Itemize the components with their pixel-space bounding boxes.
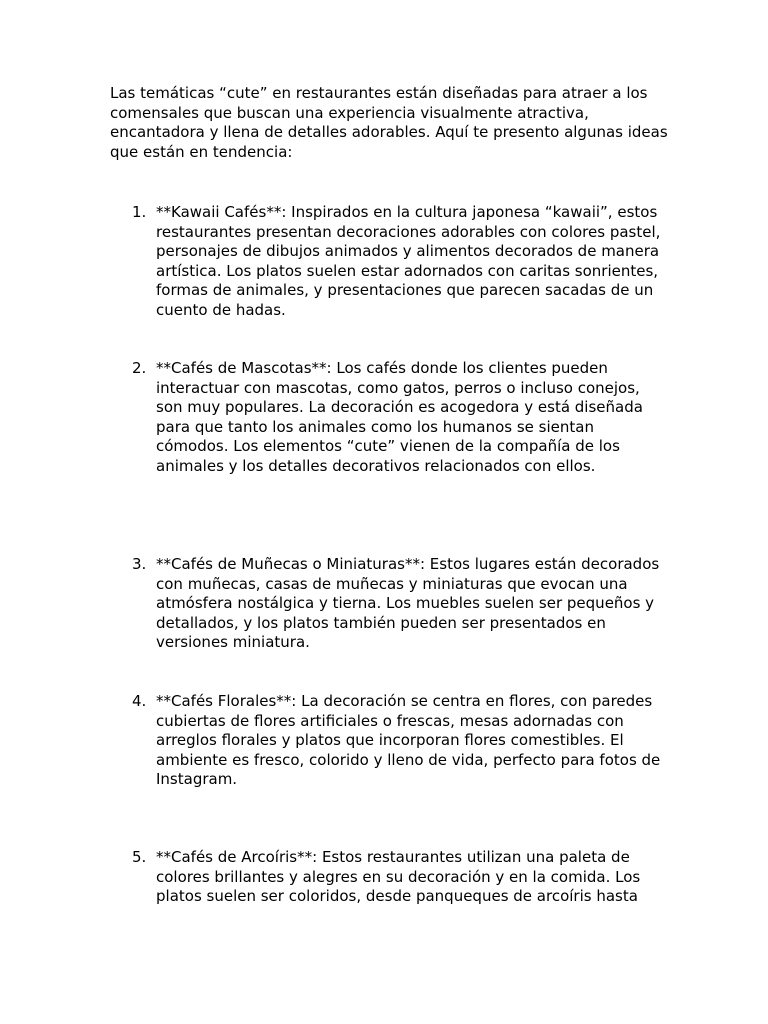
intro-paragraph: Las temáticas “cute” en restaurantes están diseñadas para atraer a los comensales que buscan una experiencia visualmente atractiva, encantadora y llena de detalles adorables. Aquí te presento algunas ideas que están en tendencia: (110, 84, 668, 161)
list-item-number: 3. (132, 555, 147, 573)
list-item-text: **Cafés de Arcoíris**: Estos restaurantes utilizan una paleta de colores brillantes y alegres en su decoración y en la comida. Los platos suelen ser coloridos, desde panqueques de arcoíris hasta (156, 848, 641, 906)
list-item (110, 692, 670, 790)
list-item (110, 359, 670, 477)
list-item-number: 5. (132, 848, 147, 866)
list-item (110, 203, 670, 321)
list-item (110, 555, 670, 653)
list-item-number: 2. (132, 359, 147, 377)
list-item-number: 1. (132, 203, 147, 221)
list-item-number: 4. (132, 692, 147, 710)
list-item-text: **Cafés de Mascotas**: Los cafés donde los clientes pueden interactuar con mascotas, como gatos, perros o incluso conejos, son muy populares. La decoración es acogedora y está diseñada para que tanto los animales como los humanos se sientan cómodos. Los elementos “cute” vienen de la compañía de los animales y los detalles decorativos relacionados con ellos. (156, 359, 643, 475)
list-item-text: **Cafés de Muñecas o Miniaturas**: Estos lugares están decorados con muñecas, casas de muñecas y miniaturas que evocan una atmósfera nostálgica y tierna. Los muebles suelen ser pequeños y detallados, y los platos también pueden ser presentados en versiones miniatura. (156, 555, 660, 652)
list-item (110, 848, 670, 907)
list-item-text: **Cafés Florales**: La decoración se centra en flores, con paredes cubiertas de flores artificiales o frescas, mesas adornadas con arreglos florales y platos que incorporan flores comestibles. El ambiente es fresco, colorido y lleno de vida, perfecto para fotos de Instagram. (156, 692, 661, 789)
list-item-text: **Kawaii Cafés**: Inspirados en la cultura japonesa “kawaii”, estos restaurantes presentan decoraciones adorables con colores pastel, personajes de dibujos animados y alimentos decorados de manera artística. Los platos suelen estar adornados con caritas sonrientes, formas de animales, y presentaciones que parecen sacadas de un cuento de hadas. (156, 203, 661, 319)
